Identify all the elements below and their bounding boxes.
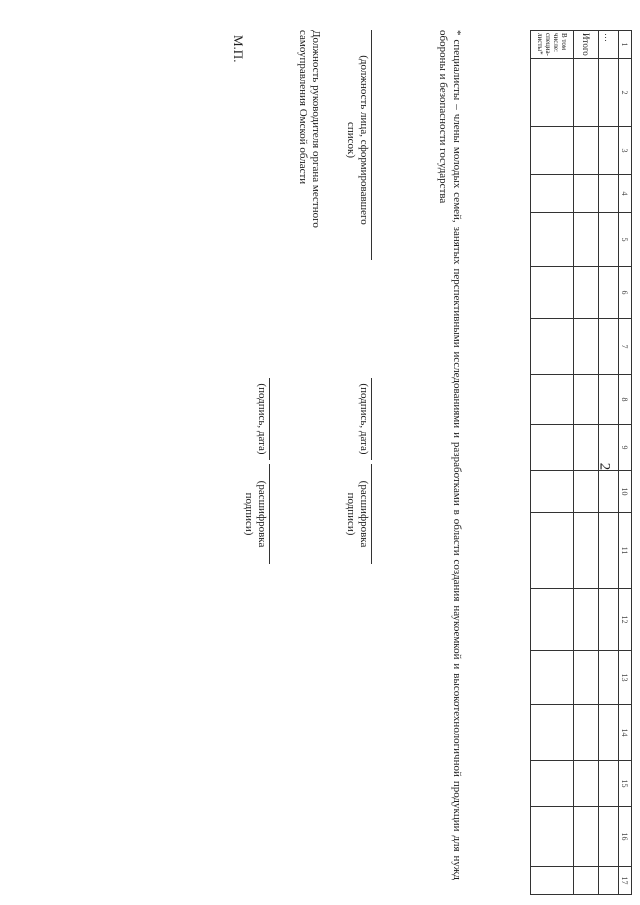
column-number: 12 — [619, 589, 632, 651]
column-number: 6 — [619, 267, 632, 319]
head-decode-caption: (расшифровка подписи) — [243, 480, 268, 548]
table-row-total — [574, 31, 599, 895]
column-number: 16 — [619, 807, 632, 867]
compiler-decode-caption: (расшифровка подписи) — [345, 480, 370, 548]
column-number: 13 — [619, 651, 632, 705]
column-number: 1 — [619, 31, 632, 59]
column-number: 8 — [619, 375, 632, 425]
column-number-row — [619, 31, 632, 895]
table-row — [599, 31, 619, 895]
column-number: 2 — [619, 59, 632, 127]
stamp-placeholder: М.П. — [231, 35, 246, 63]
column-number: 4 — [619, 175, 632, 213]
column-number: 7 — [619, 319, 632, 375]
column-number: 3 — [619, 127, 632, 175]
family-list-table — [530, 30, 632, 895]
row-label: Итого — [574, 31, 599, 59]
head-position: Должность руководителя органа местного самоуправления Омской области — [297, 30, 322, 228]
column-number: 10 — [619, 471, 632, 513]
compiler-position-caption: (должность лица, сформировавшего список) — [345, 55, 370, 225]
page-number: 2 — [596, 462, 613, 471]
compiler-position-line — [371, 30, 372, 260]
column-number: 17 — [619, 867, 632, 895]
compiler-sign-caption: (подпись, дата) — [358, 383, 370, 455]
column-number: 9 — [619, 425, 632, 471]
row-label: В том числе: специа-листы* — [531, 31, 574, 59]
column-number: 11 — [619, 513, 632, 589]
compiler-decode-line — [371, 464, 372, 564]
head-sign-line — [269, 378, 270, 460]
column-number: 5 — [619, 213, 632, 267]
head-decode-line — [269, 464, 270, 564]
column-number: 14 — [619, 705, 632, 761]
column-number: 15 — [619, 761, 632, 807]
footnote: * специалисты – члены молодых семей, занятых перспективными исследованиями и разработками в области создания наукоемкой и высокотехнологичной продукции для нужд обороны и безопасности государства — [437, 30, 463, 880]
compiler-sign-line — [371, 378, 372, 460]
table-row-specialists — [531, 31, 574, 895]
row-label: … — [599, 31, 619, 59]
head-sign-caption: (подпись, дата) — [256, 383, 268, 455]
